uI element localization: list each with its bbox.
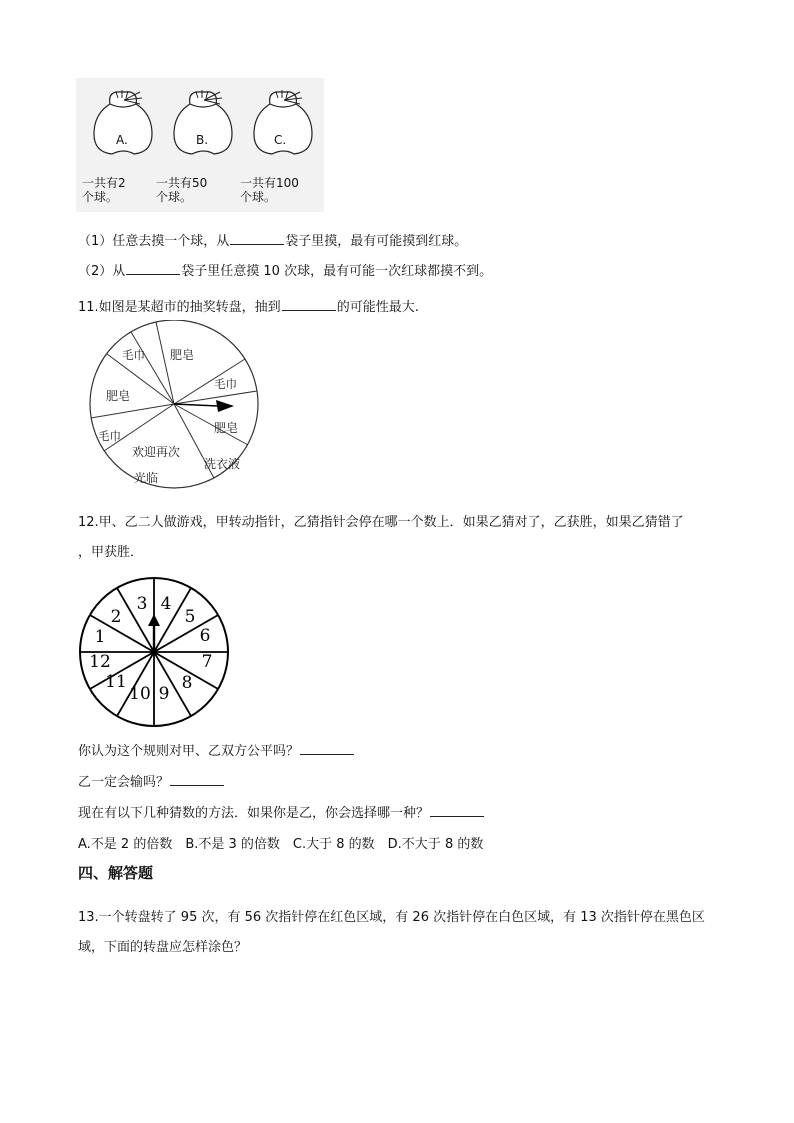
q12-ask3 — [78, 802, 485, 821]
number-wheel — [78, 576, 230, 728]
q12-ask1-text: 你认为这个规则对甲、乙双方公平吗？ — [78, 744, 300, 759]
bag-c-caption-line2: 个球。 — [240, 190, 277, 204]
wheel-label-towel-top: 毛巾 — [122, 348, 145, 362]
q10-part1-post: 袋子里摸，最有可能摸到红球。 — [285, 234, 468, 249]
wheel-number-2: 2 — [110, 607, 122, 627]
bag-a-caption — [82, 176, 162, 204]
q11-blank[interactable] — [282, 298, 336, 311]
q10-part1-blank[interactable] — [230, 232, 284, 245]
wheel-number-11: 11 — [105, 672, 127, 692]
wheel-number-3: 3 — [136, 594, 148, 614]
q13-line1: 13.一个转盘转了 95 次，有 56 次指针停在红色区域，有 26 次指针停在白色区域，有 13 次指针停在黑色区 — [78, 910, 705, 925]
wheel-label-detergent: 洗衣液 — [204, 457, 241, 471]
bag-a-caption-line2: 个球。 — [82, 190, 119, 204]
q12-ask1-blank[interactable] — [300, 742, 354, 755]
wheel-label-soap-right: 肥皂 — [214, 421, 239, 435]
q10-part2-post: 袋子里任意摸 10 次球，最有可能一次红球都摸不到。 — [181, 264, 493, 279]
bag-c-caption-line1: 一共有100 — [240, 176, 299, 190]
bag-c-letter: C. — [274, 133, 287, 147]
wheel-number-9: 9 — [158, 684, 170, 704]
q13-line2: 域，下面的转盘应怎样涂色？ — [78, 940, 248, 955]
prize-wheel — [86, 320, 266, 500]
q12-ask2-text: 乙一定会输吗？ — [78, 775, 170, 790]
bag-a-letter: A. — [116, 133, 128, 147]
wheel-label-towel-left: 毛巾 — [98, 429, 121, 443]
wheel-label-welcome: 欢迎再次 — [132, 445, 181, 459]
q11-post: 的可能性最大. — [336, 300, 419, 315]
q12-ask2-blank[interactable] — [170, 773, 224, 786]
wheel-number-12: 12 — [89, 652, 111, 672]
q10-part2 — [78, 260, 492, 279]
bag-b-letter: B. — [196, 133, 209, 147]
q12-options: A.不是 2 的倍数 B.不是 3 的倍数 C.大于 8 的数 D.不大于 8 的数 — [78, 837, 484, 852]
bags-figure — [76, 78, 324, 212]
bag-b-caption — [156, 176, 236, 204]
q10-part1-pre: （1）任意去摸一个球，从 — [78, 234, 230, 249]
q11-pre: 11.如图是某超市的抽奖转盘，抽到 — [78, 300, 281, 315]
wheel-number-1: 1 — [94, 627, 106, 647]
wheel-number-6: 6 — [199, 626, 211, 646]
q12-ask3-text: 现在有以下几种猜数的方法．如果你是乙，你会选择哪一种？ — [78, 806, 430, 821]
bag-a-caption-line1: 一共有2 — [82, 176, 126, 190]
wheel-label-towel-right: 毛巾 — [214, 377, 237, 391]
wheel-number-4: 4 — [160, 594, 172, 614]
wheel-label-soap-left: 肥皂 — [106, 389, 131, 403]
wheel-number-8: 8 — [181, 673, 193, 693]
q10-part2-blank[interactable] — [126, 262, 180, 275]
wheel-number-5: 5 — [184, 607, 196, 627]
q12-line2: ，甲获胜． — [78, 545, 144, 560]
section-title: 四、解答题 — [78, 864, 154, 882]
q12-ask1 — [78, 740, 355, 759]
wheel-label-visit: 光临 — [134, 471, 159, 485]
bag-c-caption — [240, 176, 320, 204]
bag-b-caption-line2: 个球。 — [156, 190, 193, 204]
bag-b-caption-line1: 一共有50 — [156, 176, 208, 190]
wheel-number-10: 10 — [129, 684, 151, 704]
q12-line1: 12.甲、乙二人做游戏，甲转动指针，乙猜指针会停在哪一个数上．如果乙猜对了，乙获胜，如果乙猜错了 — [78, 515, 684, 530]
q11-text — [78, 296, 419, 315]
wheel-number-7: 7 — [201, 652, 213, 672]
q12-ask3-blank[interactable] — [430, 804, 484, 817]
q12-ask2 — [78, 771, 225, 790]
q10-part1 — [78, 230, 467, 249]
q10-part2-pre: （2）从 — [78, 264, 126, 279]
wheel-label-soap-top: 肥皂 — [170, 348, 195, 362]
